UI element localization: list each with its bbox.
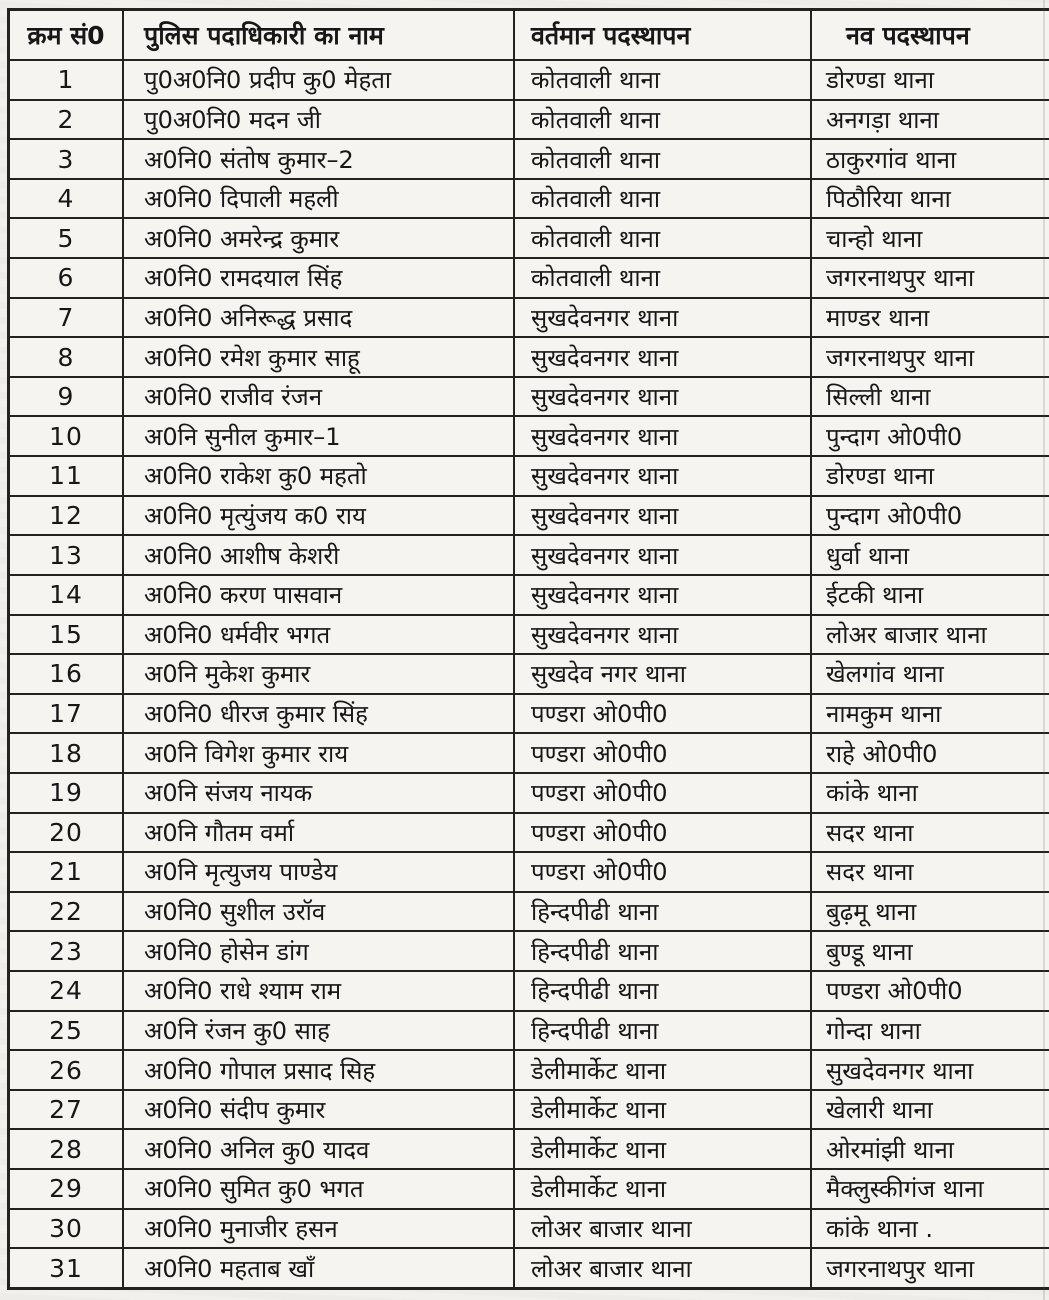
serial-cell: 6 — [9, 258, 124, 298]
officer-name-cell: अ0नि0 अनिरूद्ध प्रसाद — [123, 298, 514, 338]
header-row — [9, 10, 1049, 61]
officer-name-cell: अ0नि रंजन कु0 साह — [123, 1011, 514, 1051]
table-row — [9, 496, 1049, 536]
officer-name-cell: अ0नि0 मुनाजीर हसन — [123, 1209, 514, 1249]
serial-cell: 10 — [9, 416, 124, 456]
serial-cell: 26 — [9, 1050, 124, 1090]
current-posting-cell: सुखदेवनगर थाना — [514, 337, 811, 377]
table-row — [9, 456, 1049, 496]
new-posting-cell: नामकुम थाना — [811, 694, 1049, 734]
new-posting-cell: खेलगांव थाना — [811, 654, 1049, 694]
officer-name-cell: अ0नि0 सुमित कु0 भगत — [123, 1169, 514, 1209]
serial-cell: 3 — [9, 139, 124, 179]
current-posting-cell: सुखदेवनगर थाना — [514, 416, 811, 456]
serial-cell: 4 — [9, 179, 124, 219]
new-posting-cell: कांके थाना . — [811, 1209, 1049, 1249]
current-posting-cell: सुखदेवनगर थाना — [514, 298, 811, 338]
table-row — [9, 694, 1049, 734]
serial-cell: 25 — [9, 1011, 124, 1051]
serial-cell: 28 — [9, 1129, 124, 1169]
current-posting-cell: लोअर बाजार थाना — [514, 1209, 811, 1249]
serial-cell: 18 — [9, 733, 124, 773]
current-posting-cell: पण्डरा ओ0पी0 — [514, 733, 811, 773]
current-posting-cell: पण्डरा ओ0पी0 — [514, 773, 811, 813]
current-posting-cell: डेलीमार्केट थाना — [514, 1090, 811, 1130]
table-row — [9, 1129, 1049, 1169]
new-posting-cell: सुखदेवनगर थाना — [811, 1050, 1049, 1090]
officer-name-cell: अ0नि मुकेश कुमार — [123, 654, 514, 694]
officer-name-cell: अ0नि0 संतोष कुमार–2 — [123, 139, 514, 179]
current-posting-cell: कोतवाली थाना — [514, 139, 811, 179]
serial-cell: 7 — [9, 298, 124, 338]
current-posting-cell: हिन्दपीढी थाना — [514, 971, 811, 1011]
current-posting-cell: डेलीमार्केट थाना — [514, 1169, 811, 1209]
table-row — [9, 298, 1049, 338]
police-transfer-table — [7, 8, 1049, 1290]
current-posting-cell: सुखदेवनगर थाना — [514, 535, 811, 575]
current-posting-cell: पण्डरा ओ0पी0 — [514, 694, 811, 734]
officer-name-cell: अ0नि विगेश कुमार राय — [123, 733, 514, 773]
officer-name-cell: अ0नि0 अमरेन्द्र कुमार — [123, 218, 514, 258]
officer-name-cell: अ0नि0 राकेश कु0 महतो — [123, 456, 514, 496]
current-posting-cell: हिन्दपीढी थाना — [514, 931, 811, 971]
current-posting-cell: सुखदेवनगर थाना — [514, 575, 811, 615]
col-header-serial: क्रम सं0 — [9, 10, 124, 61]
serial-cell: 1 — [9, 60, 124, 100]
table-body — [9, 60, 1049, 1289]
new-posting-cell: जगरनाथपुर थाना — [811, 258, 1049, 298]
new-posting-cell: माण्डर थाना — [811, 298, 1049, 338]
table-row — [9, 575, 1049, 615]
current-posting-cell: कोतवाली थाना — [514, 258, 811, 298]
table-row — [9, 1090, 1049, 1130]
new-posting-cell: बुण्डू थाना — [811, 931, 1049, 971]
serial-cell: 29 — [9, 1169, 124, 1209]
serial-cell: 14 — [9, 575, 124, 615]
new-posting-cell: ईटकी थाना — [811, 575, 1049, 615]
table-row — [9, 179, 1049, 219]
table-row — [9, 733, 1049, 773]
new-posting-cell: चान्हो थाना — [811, 218, 1049, 258]
table-row — [9, 218, 1049, 258]
new-posting-cell: राहे ओ0पी0 — [811, 733, 1049, 773]
table-row — [9, 1169, 1049, 1209]
serial-cell: 11 — [9, 456, 124, 496]
current-posting-cell: सुखदेव नगर थाना — [514, 654, 811, 694]
new-posting-cell: ठाकुरगांव थाना — [811, 139, 1049, 179]
col-header-current-posting: वर्तमान पदस्थापन — [514, 10, 811, 61]
new-posting-cell: गोन्दा थाना — [811, 1011, 1049, 1051]
serial-cell: 15 — [9, 615, 124, 655]
officer-name-cell: अ0नि संजय नायक — [123, 773, 514, 813]
new-posting-cell: सदर थाना — [811, 813, 1049, 853]
new-posting-cell: पुन्दाग ओ0पी0 — [811, 416, 1049, 456]
serial-cell: 30 — [9, 1209, 124, 1249]
new-posting-cell: जगरनाथपुर थाना — [811, 337, 1049, 377]
current-posting-cell: सुखदेवनगर थाना — [514, 377, 811, 417]
new-posting-cell: कांके थाना — [811, 773, 1049, 813]
table-row — [9, 1011, 1049, 1051]
serial-cell: 17 — [9, 694, 124, 734]
current-posting-cell: हिन्दपीढी थाना — [514, 892, 811, 932]
new-posting-cell: अनगड़ा थाना — [811, 100, 1049, 140]
table-row — [9, 773, 1049, 813]
serial-cell: 9 — [9, 377, 124, 417]
serial-cell: 2 — [9, 100, 124, 140]
current-posting-cell: कोतवाली थाना — [514, 60, 811, 100]
table-row — [9, 337, 1049, 377]
officer-name-cell: अ0नि0 अनिल कु0 यादव — [123, 1129, 514, 1169]
serial-cell: 20 — [9, 813, 124, 853]
current-posting-cell: सुखदेवनगर थाना — [514, 615, 811, 655]
officer-name-cell: अ0नि गौतम वर्मा — [123, 813, 514, 853]
new-posting-cell: सदर थाना — [811, 852, 1049, 892]
table-header — [9, 10, 1049, 61]
current-posting-cell: कोतवाली थाना — [514, 179, 811, 219]
table-row — [9, 60, 1049, 100]
new-posting-cell: जगरनाथपुर थाना — [811, 1248, 1049, 1288]
officer-name-cell: अ0नि0 संदीप कुमार — [123, 1090, 514, 1130]
officer-name-cell: अ0नि0 रमेश कुमार साहू — [123, 337, 514, 377]
table-row — [9, 139, 1049, 179]
serial-cell: 5 — [9, 218, 124, 258]
table-row — [9, 615, 1049, 655]
table-row — [9, 258, 1049, 298]
table-row — [9, 971, 1049, 1011]
officer-name-cell: पु0अ0नि0 मदन जी — [123, 100, 514, 140]
serial-cell: 31 — [9, 1248, 124, 1288]
new-posting-cell: डोरण्डा थाना — [811, 60, 1049, 100]
officer-name-cell: अ0नि0 धीरज कुमार सिंह — [123, 694, 514, 734]
table-row — [9, 813, 1049, 853]
officer-name-cell: अ0नि0 राधे श्याम राम — [123, 971, 514, 1011]
officer-name-cell: अ0नि0 धर्मवीर भगत — [123, 615, 514, 655]
new-posting-cell: पिठौरिया थाना — [811, 179, 1049, 219]
officer-name-cell: अ0नि0 गोपाल प्रसाद सिह — [123, 1050, 514, 1090]
officer-name-cell: अ0नि0 करण पासवान — [123, 575, 514, 615]
serial-cell: 16 — [9, 654, 124, 694]
new-posting-cell: सिल्ली थाना — [811, 377, 1049, 417]
table-row — [9, 1209, 1049, 1249]
officer-name-cell: अ0नि0 होसेन डांग — [123, 931, 514, 971]
serial-cell: 12 — [9, 496, 124, 536]
serial-cell: 8 — [9, 337, 124, 377]
new-posting-cell: डोरण्डा थाना — [811, 456, 1049, 496]
current-posting-cell: कोतवाली थाना — [514, 218, 811, 258]
current-posting-cell: डेलीमार्केट थाना — [514, 1129, 811, 1169]
table-row — [9, 654, 1049, 694]
current-posting-cell: पण्डरा ओ0पी0 — [514, 852, 811, 892]
new-posting-cell: बुढ़मू थाना — [811, 892, 1049, 932]
current-posting-cell: कोतवाली थाना — [514, 100, 811, 140]
serial-cell: 22 — [9, 892, 124, 932]
officer-name-cell: पु0अ0नि0 प्रदीप कु0 मेहता — [123, 60, 514, 100]
officer-name-cell: अ0नि0 मृत्युंजय क0 राय — [123, 496, 514, 536]
new-posting-cell: मैक्लुस्कीगंज थाना — [811, 1169, 1049, 1209]
officer-name-cell: अ0नि0 राजीव रंजन — [123, 377, 514, 417]
new-posting-cell: धुर्वा थाना — [811, 535, 1049, 575]
current-posting-cell: सुखदेवनगर थाना — [514, 496, 811, 536]
table-row — [9, 1248, 1049, 1288]
col-header-new-posting: नव पदस्थापन — [811, 10, 1049, 61]
table-row — [9, 852, 1049, 892]
table-row — [9, 416, 1049, 456]
new-posting-cell: ओरमांझी थाना — [811, 1129, 1049, 1169]
new-posting-cell: पण्डरा ओ0पी0 — [811, 971, 1049, 1011]
serial-cell: 24 — [9, 971, 124, 1011]
table-row — [9, 931, 1049, 971]
current-posting-cell: डेलीमार्केट थाना — [514, 1050, 811, 1090]
serial-cell: 23 — [9, 931, 124, 971]
officer-name-cell: अ0नि0 रामदयाल सिंह — [123, 258, 514, 298]
col-header-officer-name: पुलिस पदाधिकारी का नाम — [123, 10, 514, 61]
officer-name-cell: अ0नि0 आशीष केशरी — [123, 535, 514, 575]
serial-cell: 21 — [9, 852, 124, 892]
serial-cell: 19 — [9, 773, 124, 813]
officer-name-cell: अ0नि सुनील कुमार–1 — [123, 416, 514, 456]
table-row — [9, 100, 1049, 140]
new-posting-cell: पुन्दाग ओ0पी0 — [811, 496, 1049, 536]
serial-cell: 13 — [9, 535, 124, 575]
table-row — [9, 377, 1049, 417]
table-row — [9, 535, 1049, 575]
officer-name-cell: अ0नि0 सुशील उरॉव — [123, 892, 514, 932]
officer-name-cell: अ0नि0 दिपाली महली — [123, 179, 514, 219]
current-posting-cell: पण्डरा ओ0पी0 — [514, 813, 811, 853]
serial-cell: 27 — [9, 1090, 124, 1130]
current-posting-cell: लोअर बाजार थाना — [514, 1248, 811, 1288]
current-posting-cell: हिन्दपीढी थाना — [514, 1011, 811, 1051]
current-posting-cell: सुखदेवनगर थाना — [514, 456, 811, 496]
officer-name-cell: अ0नि0 महताब खाँ — [123, 1248, 514, 1288]
new-posting-cell: खेलारी थाना — [811, 1090, 1049, 1130]
new-posting-cell: लोअर बाजार थाना — [811, 615, 1049, 655]
table-row — [9, 892, 1049, 932]
table-row — [9, 1050, 1049, 1090]
officer-name-cell: अ0नि मृत्युजय पाण्डेय — [123, 852, 514, 892]
